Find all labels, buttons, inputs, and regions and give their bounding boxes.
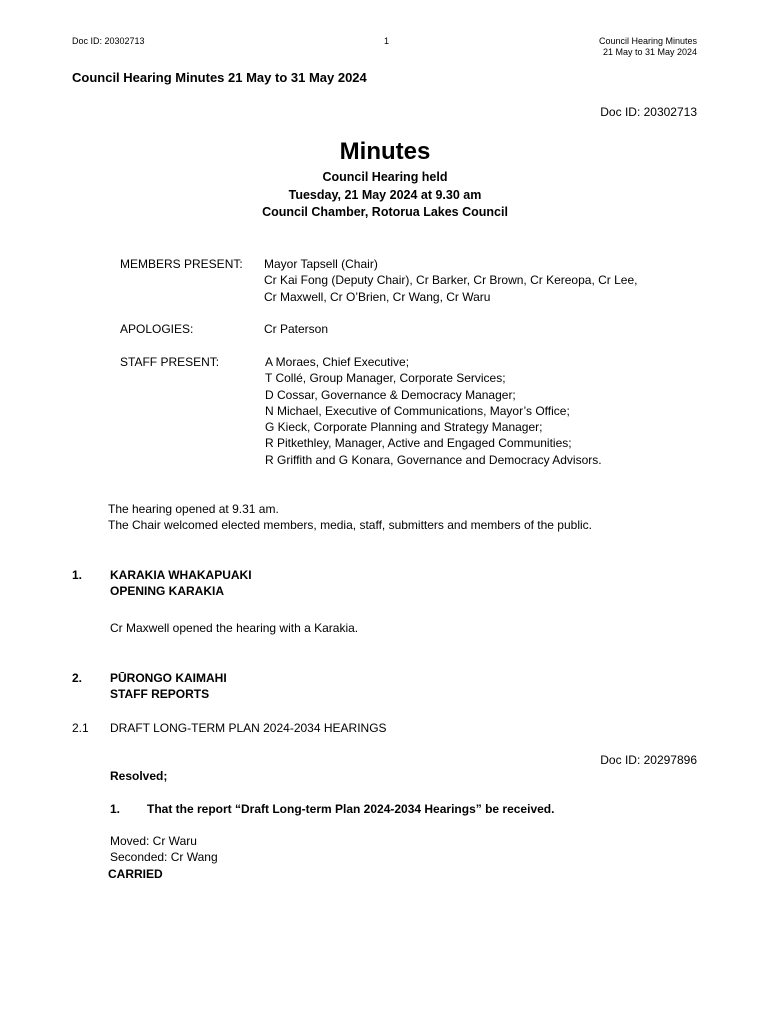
header-title-block (599, 36, 697, 58)
item-2-number: 2. (72, 671, 83, 685)
item-heading-english: OPENING KARAKIA (110, 584, 225, 599)
staff-line: G Kieck, Corporate Planning and Strategy Manager; (265, 420, 543, 435)
opening-line: The Chair welcomed elected members, media, staff, submitters and members of the public. (108, 518, 592, 533)
sub-item-doc-id: Doc ID: 20297896 (600, 753, 697, 767)
members-present-list (264, 256, 637, 305)
sub-item-heading: DRAFT LONG-TERM PLAN 2024-2034 HEARINGS (110, 721, 387, 735)
opening-line: The hearing opened at 9.31 am. (108, 502, 279, 516)
header-page-number: 1 (384, 36, 390, 46)
members-present-label: MEMBERS PRESENT: (120, 257, 243, 271)
staff-line: T Collé, Group Manager, Corporate Services; (265, 371, 506, 386)
apologies-label: APOLOGIES: (120, 322, 194, 336)
staff-present-label: STAFF PRESENT: (120, 355, 220, 369)
resolution-number: 1. (110, 802, 121, 816)
document-title: Council Hearing Minutes 21 May to 31 May 2024 (72, 70, 367, 85)
header-title-line2: 21 May to 31 May 2024 (602, 47, 697, 57)
staff-line: R Pitkethley, Manager, Active and Engaged Communities; (265, 436, 572, 451)
sub-item-number: 2.1 (72, 721, 89, 735)
opening-paragraph (108, 501, 592, 534)
item-1-heading (110, 567, 252, 600)
staff-line: N Michael, Executive of Communications, Mayor’s Office; (265, 403, 570, 418)
carried-label: CARRIED (108, 867, 163, 881)
meeting-type: Council Hearing held (322, 170, 448, 184)
item-heading-maori: PŪRONGO KAIMAHI (110, 671, 227, 685)
motion-details (110, 833, 218, 866)
apologies-value: Cr Paterson (264, 322, 329, 336)
staff-present-list (265, 354, 602, 468)
meeting-date: Tuesday, 21 May 2024 at 9.30 am (288, 187, 482, 202)
staff-line: A Moraes, Chief Executive; (265, 355, 410, 369)
item-heading-maori: KARAKIA WHAKAPUAKI (110, 568, 252, 582)
member-line: Cr Kai Fong (Deputy Chair), Cr Barker, Cr Brown, Cr Kereopa, Cr Lee, (264, 273, 638, 288)
resolution-text: That the report “Draft Long-term Plan 2024-2034 Hearings” be received. (147, 802, 555, 816)
staff-line: D Cossar, Governance & Democracy Manager; (265, 387, 516, 402)
staff-line: R Griffith and G Konara, Governance and Democracy Advisors. (265, 452, 602, 467)
member-line: Cr Maxwell, Cr O’Brien, Cr Wang, Cr Waru (264, 289, 491, 304)
header-title-line1: Council Hearing Minutes (598, 36, 697, 46)
minutes-heading: Minutes (339, 138, 431, 165)
moved-by: Moved: Cr Waru (110, 834, 197, 848)
item-1-text: Cr Maxwell opened the hearing with a Karakia. (110, 621, 359, 635)
meeting-details (0, 169, 770, 222)
seconded-by: Seconded: Cr Wang (110, 850, 218, 865)
item-2-heading (110, 670, 227, 703)
meeting-venue: Council Chamber, Rotorua Lakes Council (262, 205, 508, 219)
item-1-number: 1. (72, 568, 83, 582)
doc-id: Doc ID: 20302713 (600, 105, 697, 119)
member-line: Mayor Tapsell (Chair) (264, 257, 378, 271)
item-heading-english: STAFF REPORTS (110, 687, 210, 702)
resolved-label: Resolved; (110, 769, 168, 783)
header-doc-id: Doc ID: 20302713 (72, 36, 145, 46)
